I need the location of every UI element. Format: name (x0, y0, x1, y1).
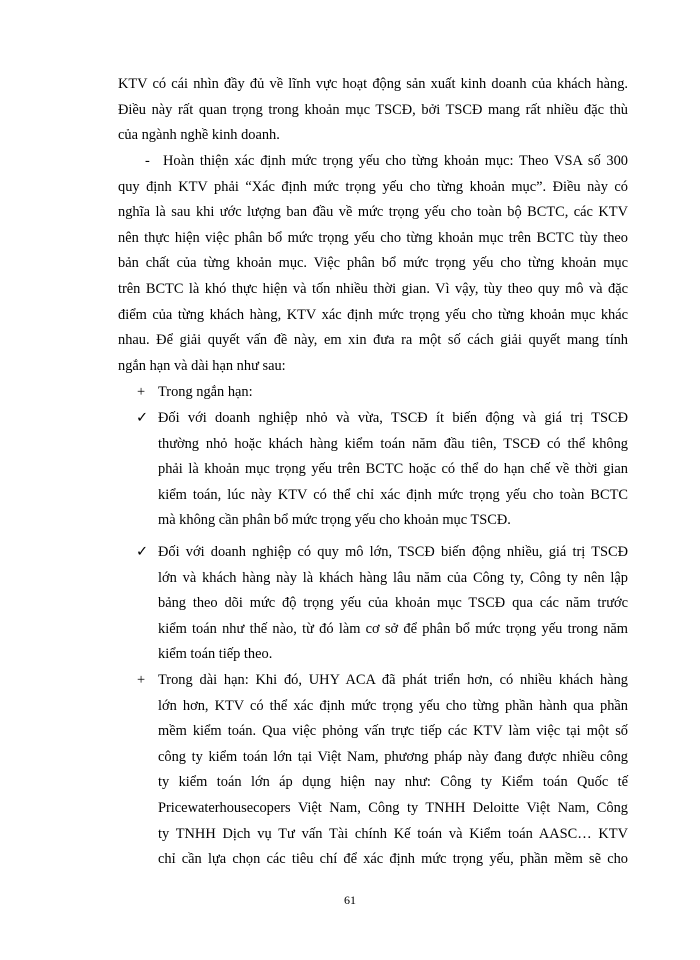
page-number: 61 (344, 893, 356, 907)
text-line: Pricewaterhousecopers Việt Nam, Công ty TNHH Deloitte Việt Nam, Công (158, 799, 628, 816)
plus-marker: + (137, 384, 146, 400)
text-line: chỉ cần lựa chọn các tiêu chí để xác định mức trọng yếu, phần mềm sẽ cho (158, 851, 628, 868)
text-line: kiểm toán, lúc này KTV có thể chỉ xác định mức trọng yếu cho toàn BCTC (158, 486, 628, 503)
text-line: kiểm toán tiếp theo. (158, 646, 273, 663)
text-line: Trong dài hạn: Khi đó, UHY ACA đã phát triển hơn, có nhiều khách hàng (158, 672, 628, 688)
text-line: công ty kiểm toán lớn tại Việt Nam, phương pháp này đang được nhiều công (158, 748, 628, 765)
text-line: điểm của từng khách hàng, KTV xác định mức trọng yếu cho từng khoản mục khác (118, 306, 628, 323)
text-line: quy định KTV phải “Xác định mức trọng yếu cho từng khoản mục”. Điều này có (118, 178, 628, 195)
list-item-large-enterprise (158, 540, 628, 668)
text-line: bản chất của từng khoản mục. Việc phân bổ mức trọng yếu cho từng khoản mục (118, 255, 628, 272)
list-item-short-term (158, 380, 628, 406)
paragraph-materiality (118, 149, 628, 379)
text-line: thường nhỏ hoặc khách hàng kiểm toán năm đầu tiên, TSCĐ có thể không (158, 435, 628, 452)
text-line: Điều này rất quan trọng trong khoản mục TSCĐ, bởi TSCĐ mang rất nhiều đặc thù (118, 101, 628, 118)
checkmark-icon: ✓ (136, 410, 149, 426)
text-line: của ngành nghề kinh doanh. (118, 127, 280, 144)
text-line: phải là khoản mục trọng yếu trên BCTC hoặc có thể do hạn chế về thời gian (158, 461, 628, 478)
checkmark-icon: ✓ (136, 544, 149, 560)
text-line: mềm kiểm toán. Qua việc phỏng vấn trực tiếp các KTV làm việc tại một số (158, 723, 628, 740)
text-line: trên BCTC là khó thực hiện và tốn nhiều thời gian. Vì vậy, tùy theo quy mô và đặc (118, 280, 628, 297)
text-line: Trong ngắn hạn: (158, 384, 253, 400)
list-item-long-term (158, 668, 628, 873)
text-line: bảng theo dõi mức độ trọng yếu của khoản mục TSCĐ qua các năm trước (158, 595, 628, 612)
dash-marker: - (145, 153, 150, 169)
text-line: KTV có cái nhìn đầy đủ về lĩnh vực hoạt động sản xuất kinh doanh của khách hàng. (118, 76, 628, 92)
text-line: ty TNHH Dịch vụ Tư vấn Tài chính Kế toán và Kiểm toán AASC… KTV (158, 825, 628, 842)
text-line: lớn hơn, KTV có thể xác định mức trọng yếu cho từng phần hành qua phần (158, 697, 628, 714)
text-line: nên thực hiện việc phân bổ mức trọng yếu cho từng khoản mục trên BCTC tùy theo (118, 229, 628, 246)
text-line: kiểm toán như thế nào, từ đó làm cơ sở để phân bổ mức trọng yếu trong năm (158, 620, 628, 637)
list-item-small-enterprise (158, 406, 628, 534)
text-line: lớn và khách hàng này là khách hàng lâu năm của Công ty, Công ty nên lập (158, 569, 628, 586)
text-line: ty kiểm toán lớn áp dụng hiện nay như: Công ty Kiểm toán Quốc tế (158, 774, 628, 791)
text-line: nhau. Để giải quyết vấn đề này, em xin đưa ra một số cách giải quyết mang tính (118, 332, 628, 349)
text-line: Đối với doanh nghiệp có quy mô lớn, TSCĐ biến động nhiều, giá trị TSCĐ (158, 544, 628, 560)
text-line: ngắn hạn và dài hạn như sau: (118, 357, 286, 374)
paragraph-intro (118, 72, 628, 149)
text-line: nghĩa là sau khi ước lượng ban đầu về mức trọng yếu cho toàn bộ BCTC, các KTV (118, 204, 628, 221)
text-line: mà không cần phân bổ mức trọng yếu cho khoản mục TSCĐ. (158, 512, 511, 529)
text-line: Đối với doanh nghiệp nhỏ và vừa, TSCĐ ít biến động và giá trị TSCĐ (158, 410, 628, 426)
plus-marker: + (137, 672, 146, 688)
text-line: Hoàn thiện xác định mức trọng yếu cho từng khoản mục: Theo VSA số 300 (163, 153, 628, 169)
